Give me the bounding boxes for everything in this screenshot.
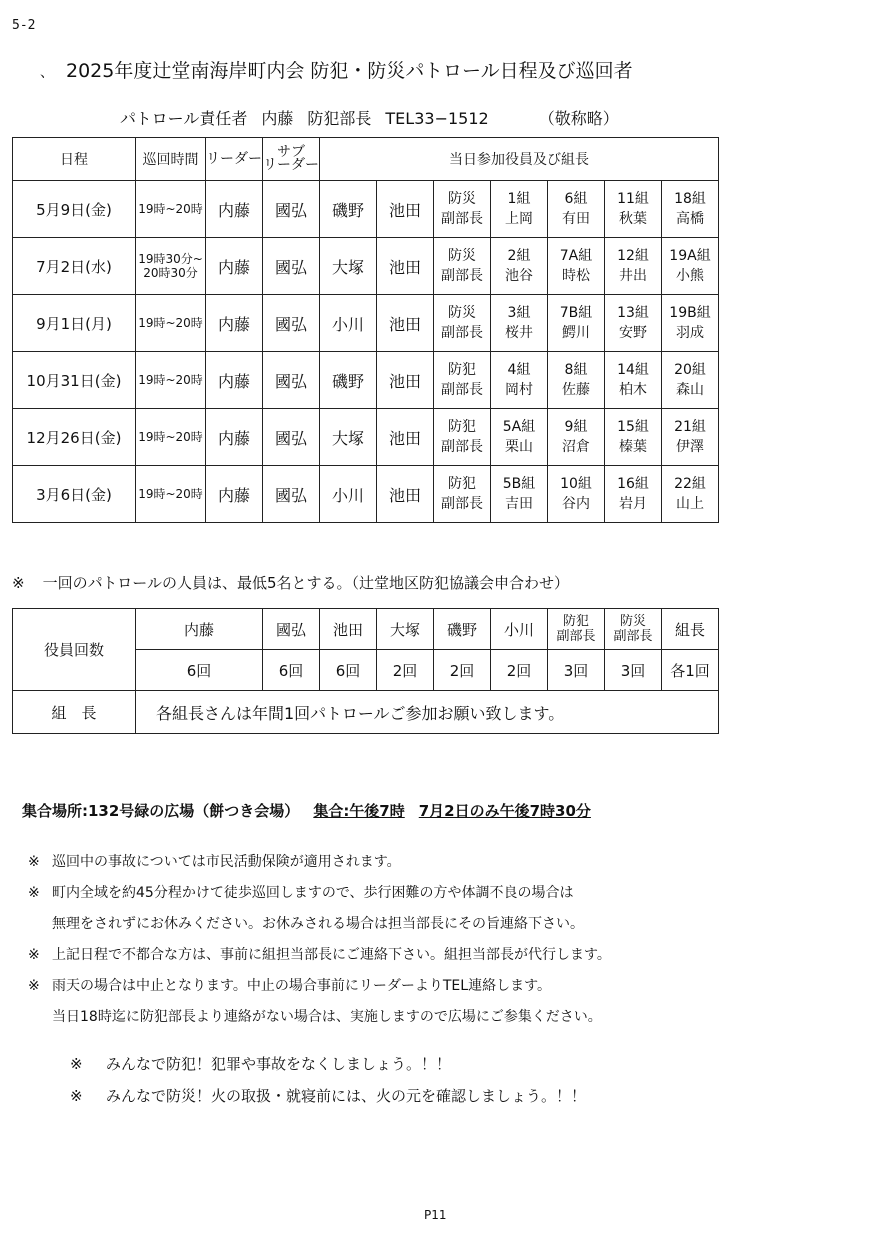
patrol-date: 5月9日(金) [13,181,136,238]
group-chief-line2: 安野 [619,325,647,341]
officer-name-line2: 副部長 [556,629,596,644]
group-chief-line1: 21組 [674,419,706,435]
group-chief-line1: 3組 [507,305,531,321]
sub-leader-cell: 國弘 [263,409,320,466]
member-cell: 磯野 [320,181,377,238]
note-continuation: 当日18時迄に防犯部長より連絡がない場合は、実施しますので広場にご参集ください。 [52,1009,602,1025]
responsible-name: 内藤 [261,109,294,128]
notes-list [28,847,611,1033]
note-item [28,971,611,1002]
group-chief-cell [605,295,662,352]
member-cell: 池田 [377,466,434,523]
officer-count: 3回 [605,650,662,691]
patrol-time [136,295,206,352]
responsible-role: 防犯部長 [307,109,372,128]
header-sub-leader-line1: サブ [277,144,305,160]
deputy-line1: 防災 [448,248,476,264]
patrol-time [136,409,206,466]
group-chief-cell [605,409,662,466]
deputy-cell [434,352,491,409]
note-item [28,847,611,878]
document-title [40,56,633,83]
group-chief-line1: 10組 [560,476,592,492]
group-chief-line2: 高橋 [676,211,704,227]
deputy-cell [434,409,491,466]
motto-mark: ※ [70,1087,83,1105]
officer-name-line1: 防犯 [563,614,590,629]
deputy-cell [434,238,491,295]
responsible-line [120,106,633,129]
note-item [28,878,611,909]
group-chief-cell [491,409,548,466]
note-mark: ※ [12,574,25,592]
officer-name-line1: 防災 [620,614,647,629]
member-cell: 大塚 [320,238,377,295]
member-cell: 池田 [377,409,434,466]
page-number: P11 [424,1208,447,1222]
note-continuation: 無理をされずにお休みください。お休みされる場合は担当部長にその旨連絡下さい。 [52,916,584,932]
group-chief-cell [491,295,548,352]
deputy-line2: 副部長 [441,439,483,455]
group-chief-line2: 小熊 [676,268,704,284]
sub-leader-cell: 國弘 [263,466,320,523]
member-cell: 磯野 [320,352,377,409]
assembly-exception: 7月2日のみ午後7時30分 [418,802,591,820]
note-text: 雨天の場合は中止となります。中止の場合事前にリーダーよりTEL連絡します。 [52,978,551,994]
group-chief-line2: 吉田 [505,496,533,512]
sub-leader-cell: 國弘 [263,352,320,409]
header-sub-leader [263,138,320,181]
group-chief-cell [662,466,719,523]
group-chief-line1: 7A組 [559,248,593,264]
group-chief-line2: 栗山 [505,439,533,455]
note-mark: ※ [28,885,40,901]
group-chief-line2: 森山 [676,382,704,398]
schedule-row [13,238,719,295]
group-chief-cell [548,409,605,466]
group-chief-cell [548,466,605,523]
leader-cell: 内藤 [206,238,263,295]
group-chief-line1: 19B組 [669,305,711,321]
group-chief-cell [662,295,719,352]
group-chief-line2: 上岡 [505,211,533,227]
leader-cell: 内藤 [206,295,263,352]
leader-cell: 内藤 [206,352,263,409]
note-mark: ※ [28,947,40,963]
motto-list [70,1048,586,1112]
group-chief-line2: 柏木 [619,382,647,398]
group-chief-line2: 秋葉 [619,211,647,227]
officer-name: 國弘 [263,609,320,650]
note-item [28,940,611,971]
schedule-row [13,409,719,466]
group-chief-line1: 16組 [617,476,649,492]
member-cell: 小川 [320,466,377,523]
group-chief-cell [662,181,719,238]
officer-name: 池田 [320,609,377,650]
leader-cell: 内藤 [206,181,263,238]
deputy-line2: 副部長 [441,268,483,284]
patrol-date: 10月31日(金) [13,352,136,409]
title-mark: 、 [40,65,54,81]
patrol-time-text: 19時~20時 [138,373,203,387]
group-chief-cell [548,238,605,295]
group-chief-line2: 伊澤 [676,439,704,455]
group-chief-line2: 有田 [562,211,590,227]
assembly-place: 集合場所:132号緑の広場（餅つき会場） [22,802,300,820]
officer-count: 2回 [491,650,548,691]
group-chief-line2: 谷内 [562,496,590,512]
group-chief-cell [491,352,548,409]
group-chief-line2: 井出 [619,268,647,284]
group-chief-line1: 8組 [564,362,588,378]
group-chief-line2: 岡村 [505,382,533,398]
patrol-time [136,181,206,238]
group-chief-cell [548,295,605,352]
chief-row [13,691,719,734]
group-chief-cell [491,238,548,295]
title-text: 2025年度辻堂南海岸町内会 防犯・防災パトロール日程及び巡回者 [66,60,633,82]
schedule-row [13,466,719,523]
member-cell: 池田 [377,238,434,295]
deputy-line1: 防災 [448,191,476,207]
officer-count: 6回 [263,650,320,691]
group-chief-line1: 4組 [507,362,531,378]
group-chief-line2: 佐藤 [562,382,590,398]
officer-name: 内藤 [136,609,263,650]
group-chief-line2: 桜井 [505,325,533,341]
header-date: 日程 [13,138,136,181]
group-chief-cell [662,238,719,295]
group-chief-cell [548,352,605,409]
assembly-time: 集合:午後7時 [313,802,405,820]
motto-item [70,1080,586,1112]
chief-request-text: 各組長さんは年間1回パトロールご参加お願い致します。 [136,691,719,734]
group-chief-cell [491,181,548,238]
assembly-info [22,800,605,821]
group-chief-line1: 5B組 [502,476,536,492]
member-cell: 大塚 [320,409,377,466]
responsible-label: パトロール責任者 [120,109,248,128]
schedule-row [13,181,719,238]
group-chief-line1: 22組 [674,476,706,492]
group-chief-line1: 19A組 [669,248,711,264]
group-chief-cell [662,409,719,466]
officer-name: 磯野 [434,609,491,650]
schedule-row [13,352,719,409]
group-chief-cell [605,466,662,523]
officer-name-row [13,609,719,650]
motto-text: みんなで防災！火の取扱・就寝前には、火の元を確認しましょう。！！ [106,1087,587,1105]
group-chief-line1: 11組 [617,191,649,207]
note-text: 巡回中の事故については市民活動保険が適用されます。 [52,854,401,870]
minimum-members-note [12,572,569,593]
deputy-line1: 防犯 [448,362,476,378]
group-chief-line2: 榛葉 [619,439,647,455]
deputy-cell [434,466,491,523]
schedule-header-row [13,138,719,181]
group-chief-line1: 14組 [617,362,649,378]
patrol-time-line2: 20時30分 [143,266,198,280]
patrol-time [136,352,206,409]
patrol-date: 12月26日(金) [13,409,136,466]
group-chief-line1: 20組 [674,362,706,378]
group-chief-line1: 1組 [507,191,531,207]
group-chief-cell [605,238,662,295]
responsible-tel: TEL33−1512 [385,109,489,128]
group-chief-line1: 15組 [617,419,649,435]
header-time: 巡回時間 [136,138,206,181]
group-chief-line1: 9組 [564,419,588,435]
member-cell: 池田 [377,295,434,352]
group-chief-line2: 山上 [676,496,704,512]
patrol-date: 7月2日(水) [13,238,136,295]
motto-text: みんなで防犯！犯罪や事故をなくしましょう。！！ [106,1055,452,1073]
deputy-cell [434,295,491,352]
patrol-date: 3月6日(金) [13,466,136,523]
page-id: 5-2 [12,18,36,33]
sub-leader-cell: 國弘 [263,295,320,352]
officer-name: 組長 [662,609,719,650]
note-mark: ※ [28,854,40,870]
patrol-time [136,466,206,523]
group-chief-line1: 12組 [617,248,649,264]
deputy-cell [434,181,491,238]
member-cell: 小川 [320,295,377,352]
deputy-line2: 副部長 [441,211,483,227]
header-sub-leader-line2: リーダー [263,157,319,173]
group-chief-line1: 13組 [617,305,649,321]
deputy-line2: 副部長 [441,325,483,341]
honorific-note: （敬称略） [538,109,619,128]
group-chief-cell [491,466,548,523]
group-chief-line2: 鰐川 [562,325,590,341]
note-text: 上記日程で不都合な方は、事前に組担当部長にご連絡下さい。組担当部長が代行します。 [52,947,611,963]
group-chief-line2: 時松 [562,268,590,284]
deputy-line1: 防犯 [448,476,476,492]
group-chief-cell [605,352,662,409]
leader-cell: 内藤 [206,409,263,466]
patrol-time [136,238,206,295]
group-chief-line1: 5A組 [502,419,536,435]
note-text: 一回のパトロールの人員は、最低5名とする。（辻堂地区防犯協議会申合わせ） [42,574,570,592]
patrol-time-text: 19時~20時 [138,202,203,216]
group-chief-line1: 7B組 [559,305,593,321]
patrol-time-text: 19時~20時 [138,316,203,330]
officer-count: 各1回 [662,650,719,691]
officer-count: 6回 [320,650,377,691]
group-chief-line1: 2組 [507,248,531,264]
group-chief-line1: 6組 [564,191,588,207]
patrol-time-line1: 19時30分~ [138,252,203,266]
officer-count: 3回 [548,650,605,691]
note-text: 町内全域を約45分程かけて徒歩巡回しますので、歩行困難の方や体調不良の場合は [52,885,574,901]
chief-label: 組 長 [13,691,136,734]
officer-name-line2: 副部長 [613,629,653,644]
sub-leader-cell: 國弘 [263,238,320,295]
leader-cell: 内藤 [206,466,263,523]
group-chief-line2: 羽成 [676,325,704,341]
deputy-line2: 副部長 [441,382,483,398]
note-mark: ※ [28,978,40,994]
group-chief-cell [548,181,605,238]
group-chief-cell [662,352,719,409]
officer-name: 小川 [491,609,548,650]
member-cell: 池田 [377,352,434,409]
group-chief-line2: 沼倉 [562,439,590,455]
header-leader: リーダー [206,138,263,181]
officer-name [548,609,605,650]
patrol-date: 9月1日(月) [13,295,136,352]
patrol-time-text: 19時~20時 [138,487,203,501]
officer-count-table [12,608,719,734]
motto-item [70,1048,586,1080]
member-cell: 池田 [377,181,434,238]
group-chief-line1: 18組 [674,191,706,207]
officer-name: 大塚 [377,609,434,650]
officer-count: 2回 [377,650,434,691]
patrol-time-text: 19時~20時 [138,430,203,444]
officer-count-label: 役員回数 [13,609,136,691]
header-participants: 当日参加役員及び組長 [320,138,719,181]
deputy-line2: 副部長 [441,496,483,512]
group-chief-cell [605,181,662,238]
schedule-table [12,137,719,523]
officer-count: 6回 [136,650,263,691]
group-chief-line2: 岩月 [619,496,647,512]
officer-name [605,609,662,650]
sub-leader-cell: 國弘 [263,181,320,238]
schedule-row [13,295,719,352]
officer-count: 2回 [434,650,491,691]
deputy-line1: 防災 [448,305,476,321]
group-chief-line2: 池谷 [505,268,533,284]
deputy-line1: 防犯 [448,419,476,435]
motto-mark: ※ [70,1055,83,1073]
